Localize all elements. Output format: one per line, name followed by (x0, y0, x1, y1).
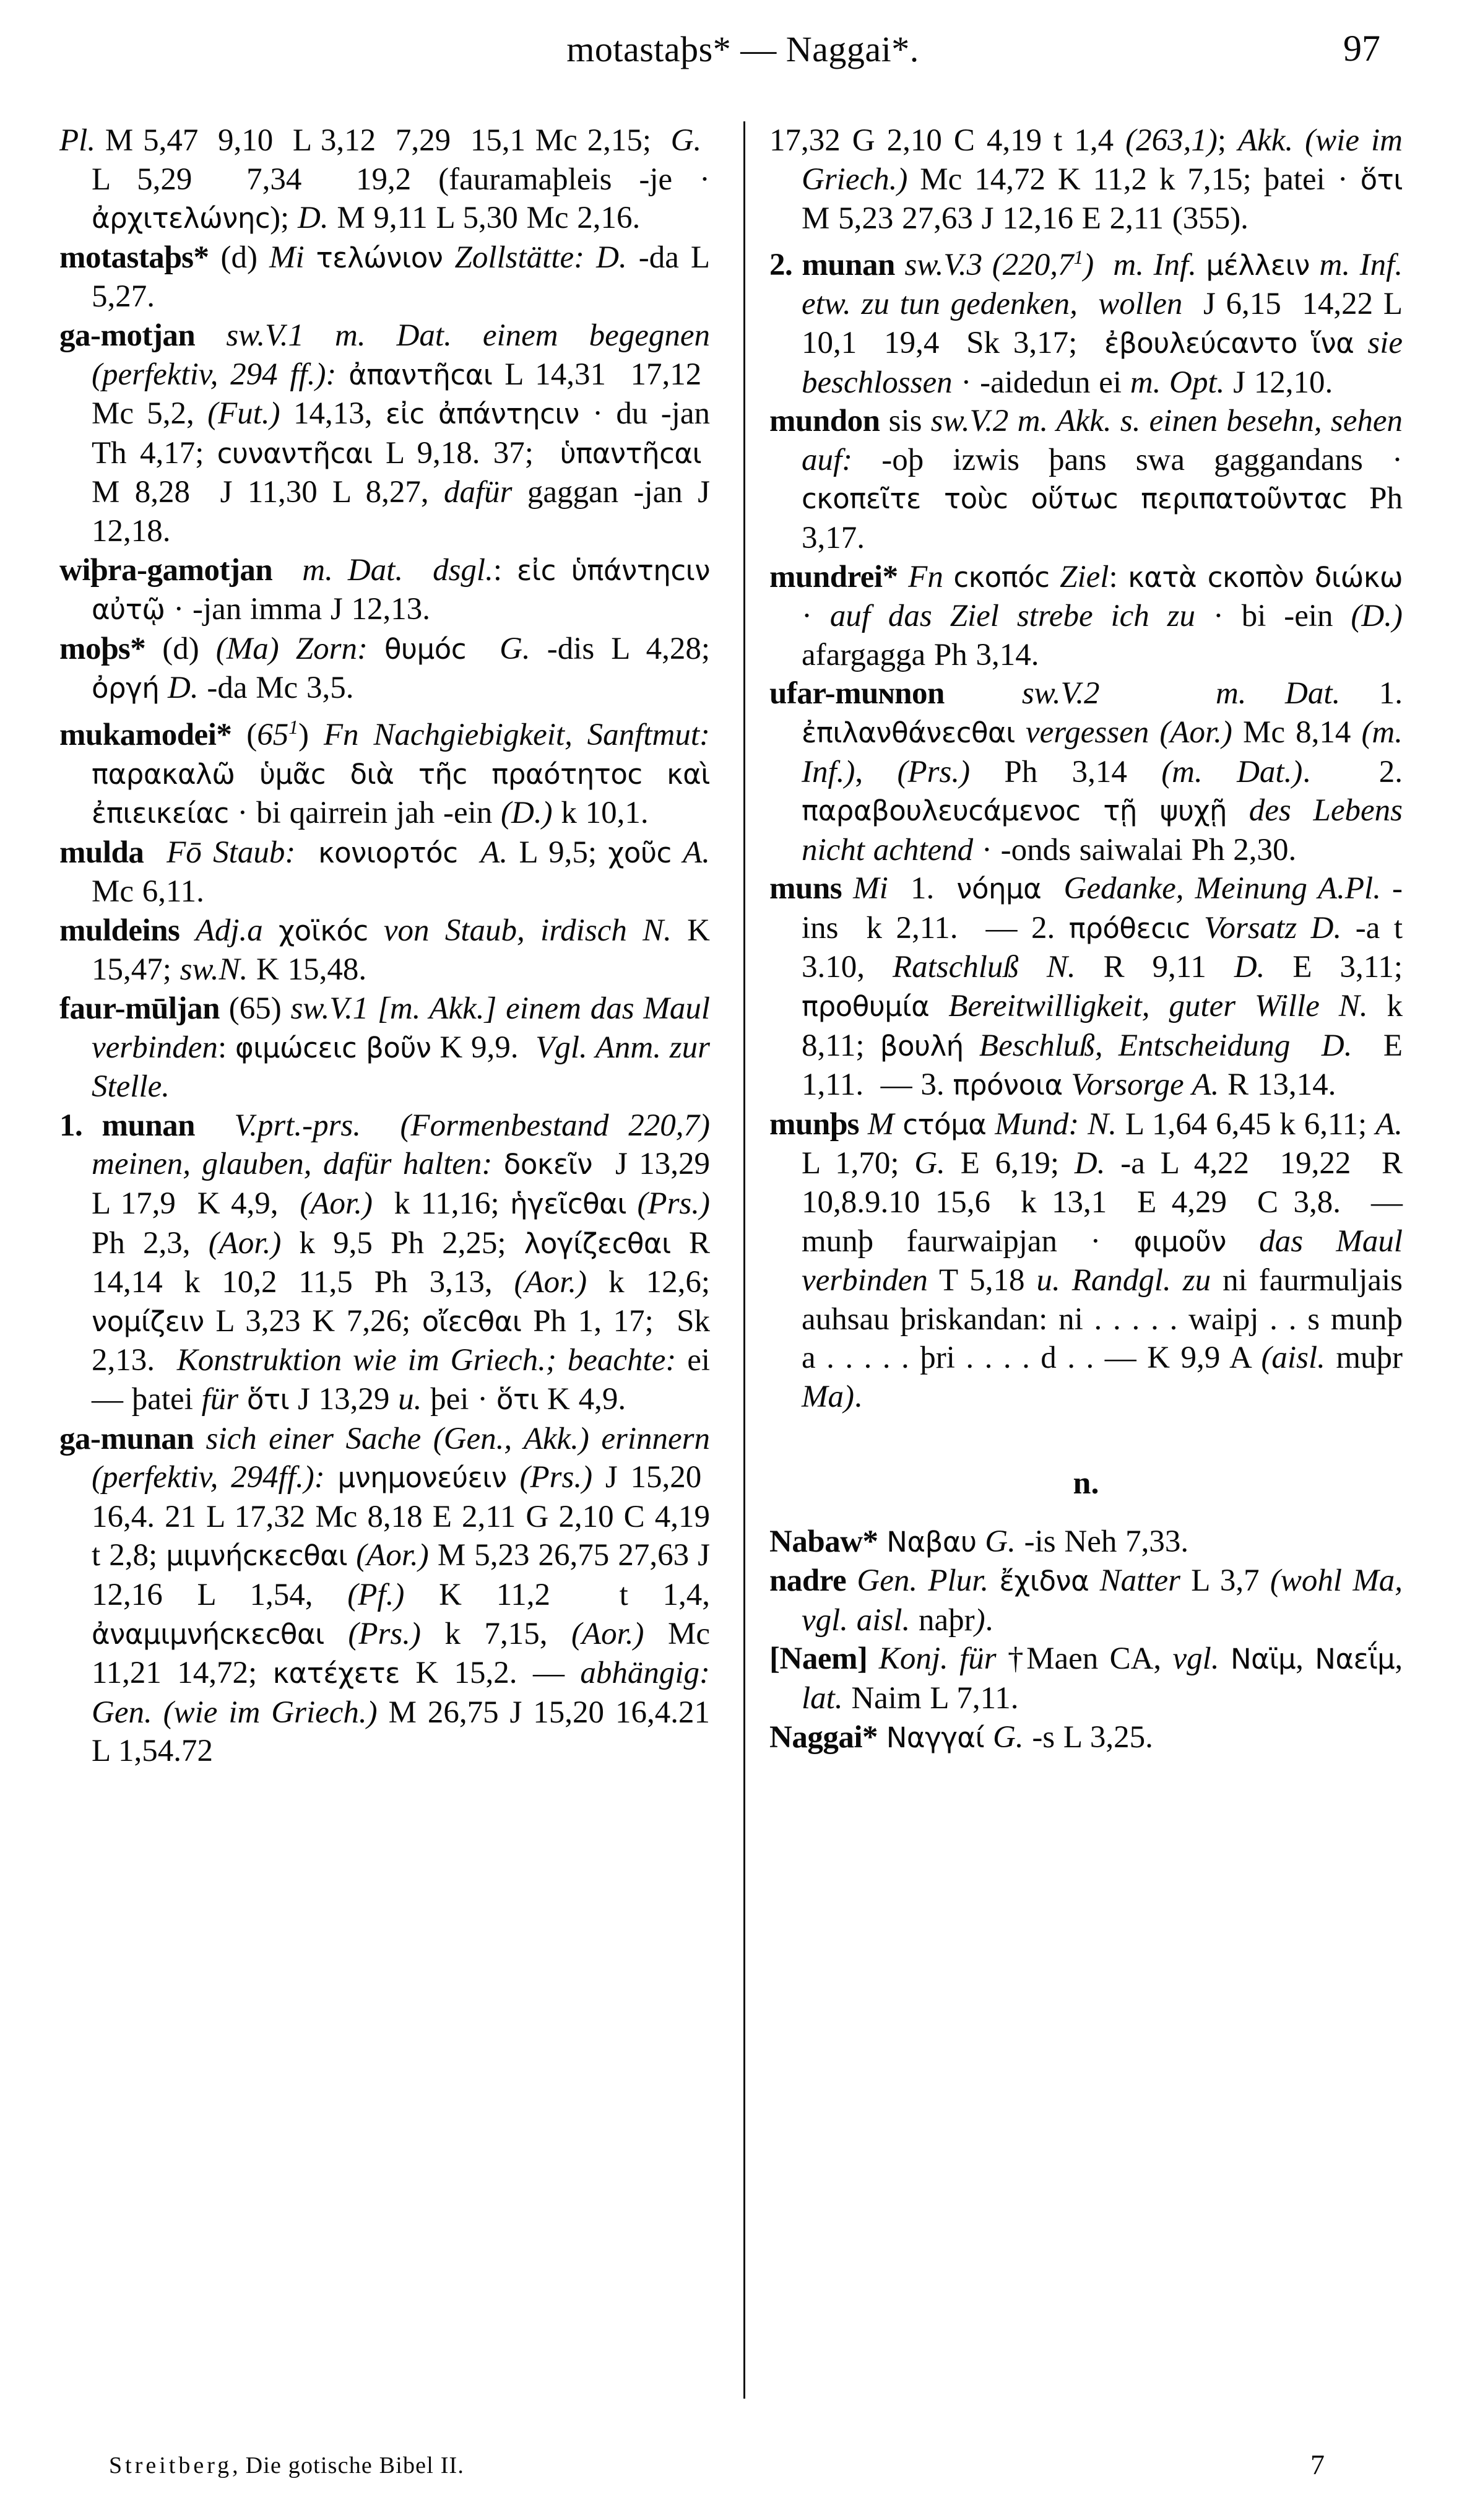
dictionary-entry-mobs: moþs* (d) (Ma) Zorn: θυμόϲ G. -dis L 4,28; ὀργή D. -da Mc 3,5. (59, 631, 711, 706)
dictionary-entry-mulda: mulda Fō Staub: κονιορτόϲ A. L 9,5; χοῦϲ A. Mc 6,11. (59, 835, 711, 910)
signature-author: Streitberg (109, 2453, 233, 2479)
dictionary-entry-naem: [Naem] Konj. für †Maen CA, vgl. Ναϊμ, Ναεΐμ, lat. Naim L 7,11. (769, 1641, 1403, 1716)
dictionary-entry-pl-continuation: Pl. M 5,47 9,10 L 3,12 7,29 15,1 Mc 2,15; G. L 5,29 7,34 19,2 (fauramaþleis -je · ἀρχιτελώνηϲ); D. M 9,11 L 5,30 Mc 2,16. (59, 123, 710, 236)
running-head (80, 28, 1405, 82)
dictionary-entry-muldeins: muldeins Adj.a χοϊκόϲ von Staub, irdisch N. K 15,47; sw.N. K 15,48. (59, 913, 711, 988)
dictionary-entry-munan-1: 1. munan V.prt.-prs. (Formenbestand 220,7) meinen, glauben, dafür halten: δοκεῖν J 13,29 L 17,9 K 4,9, (Aor.) k 11,16; ἡγεῖϲθαι (Prs.) Ph 2,3, (Aor.) k 9,5 Ph 2,25; λογίζεϲθαι R 14,14 k 10,2 11,5 Ph 3,13, (Aor.) k 12,6; νομίζειν L 3,23 K 7,26; οἴεϲθαι Ph 1, 17; Sk 2,13. Konstruktion wie im Griech.; beachte: ei — þatei für ὅτι J 13,29 u. þei · ὅτι K 4,9. (59, 1108, 711, 1417)
book-signature (109, 2452, 464, 2479)
dictionary-entry-mukamodei: mukamodei* $(65^1)$ Fn Nachgiebigkeit, Sanftmut: παρακαλῶ ὑμᾶϲ διὰ τῆϲ πραότητοϲ καὶ ἐπιεικείαϲ · bi qairrein jah -ein (D.) k 10,1. (59, 716, 710, 831)
dictionary-entry-mundrei: mundrei* Fn ϲκοπόϲ Ziel: κατὰ ϲκοπὸν διώκω · auf das Ziel strebe ich zu · bi -ein (D.) afargagga Ph 3,14. (769, 559, 1403, 672)
dictionary-entry-munbs: munþs M ϲτόμα Mund: N. L 1,64 6,45 k 6,11; A. L 1,70; G. E 6,19; D. -a L 4,22 19,22 R 10,8.9.10 15,6 k 13,1 E 4,29 C 3,8. — munþ faurwaipjan · φιμοῦν das Maul verbinden T 5,18 u. Randgl. zu ni faurmuljais auhsau þriskandan: ni . . . . . waipj . . s munþ a . . . . . þri . . . . d . . — K 9,9 A (aisl. muþr Ma). (769, 1106, 1403, 1414)
letter-section-heading: n. (1073, 1465, 1099, 1501)
dictionary-entry-wibra-gamotjan: wiþra-gamotjan m. Dat. dsgl.: εἰϲ ὑπάντηϲιν αὐτῷ · -jan imma J 12,13. (59, 552, 710, 627)
dictionary-entry-nabaw: Nabaw* Ναβαυ G. -is Neh 7,33. (769, 1524, 1189, 1559)
page-number: 97 (1343, 28, 1380, 69)
dictionary-entry-ga-munan: ga-munan sich einer Sache (Gen., Akk.) erinnern (perfektiv, 294ff.): μνημονεύειν (Prs.) J 15,20 16,4. 21 L 17,32 Mc 8,18 E 2,11 G 2,10 C 4,19 t 2,8; μιμνήϲκεϲθαι (Aor.) M 5,23 26,75 27,63 J 12,16 L 1,54, (Pf.) K 11,2 t 1,4, ἀναμιμνήϲκεϲθαι (Prs.) k 7,15, (Aor.) Mc 11,21 14,72; κατέχετε K 15,2. — abhängig: Gen. (wie im Griech.) M 26,75 J 15,20 16,4.21 L 1,54.72 (59, 1421, 711, 1769)
dictionary-entry-ga-munan-cont: 17,32 G 2,10 C 4,19 t 1,4 (263,1); Akk. (wie im Griech.) Mc 14,72 K 11,2 k 7,15; þatei · ὅτι M 5,23 27,63 J 12,16 E 2,11 (355). (769, 123, 1403, 237)
left-column (59, 121, 731, 2399)
dictionary-entry-mundon: mundon sis sw.V.2 m. Akk. s. einen besehn, sehen auf: -oþ izwis þans swa gaggandans · ϲκοπεῖτε τοὺϲ οὕτωϲ περιπατοῦνταϲ Ph 3,17. (769, 404, 1403, 555)
dictionary-entry-ufar-mundon: ufar-muɴnon sw.V.2 m. Dat. 1. ἐπιλανθάνεϲθαι vergessen (Aor.) Mc 8,14 (m. Inf.), (Prs.) Ph 3,14 (m. Dat.). 2. παραβουλευϲάμενοϲ τῇ ψυχῇ des Lebens nicht achtend · -onds saiwalai Ph 2,30. (769, 676, 1403, 867)
dictionary-entry-ga-motjan: ga-motjan sw.V.1 m. Dat. einem begegnen (perfektiv, 294 ff.): ἀπαντῆϲαι L 14,31 17,12 Mc 5,2, (Fut.) 14,13, εἰϲ ἀπάντηϲιν · du -jan Th 4,17; ϲυναντῆϲαι L 9,18. 37; ὑπαντῆϲαι M 8,28 J 11,30 L 8,27, dafür gaggan -jan J 12,18. (59, 318, 711, 549)
signature-title: , Die gotische Bibel II. (232, 2453, 465, 2479)
dictionary-entry-naggai: Naggai* Ναγγαί G. -s L 3,25. (769, 1719, 1153, 1755)
signature-number: 7 (1310, 2449, 1325, 2480)
right-column (731, 121, 1403, 2399)
running-head-title: motastaþs* — Naggai*. (566, 29, 919, 69)
text-columns (59, 121, 1419, 2399)
dictionary-entry-motastabs: motastaþs* (d) Mi τελώνιον Zollstätte: D. -da L 5,27. (59, 240, 711, 315)
dictionary-entry-munan-2: 2. munan sw.V.3 (220,7$^1$) m. Inf. μέλλειν m. Inf. etw. zu tun gedenken, wollen J 6,15 14,22 L 10,1 19,4 Sk 3,17; ἐβουλεύϲαντο ἵνα sie beschlossen · -aidedun ei m. Opt. J 12,10. (769, 246, 1403, 400)
page-footer (59, 2449, 1419, 2488)
dictionary-entry-faur-muljan: faur-mūljan (65) sw.V.1 [m. Akk.] einem das Maul verbinden: φιμώϲειϲ βοῦν K 9,9. Vgl. Anm. zur Stelle. (59, 991, 710, 1105)
dictionary-entry-muns: muns Mi 1. νόημα Gedanke, Meinung A.Pl. -ins k 2,11. — 2. πρόθεϲιϲ Vorsatz D. -a t 3.10, Ratschluß N. R 9,11 D. E 3,11; προθυμία Bereitwilligkeit, guter Wille N. k 8,11; βουλή Beschluß, Entscheidung D. E 1,11. — 3. πρόνοια Vorsorge A. R 13,14. (769, 871, 1403, 1103)
dictionary-entry-nadre: nadre Gen. Plur. ἔχιδνα Natter L 3,7 (wohl Ma, vgl. aisl. naþr). (769, 1563, 1403, 1638)
